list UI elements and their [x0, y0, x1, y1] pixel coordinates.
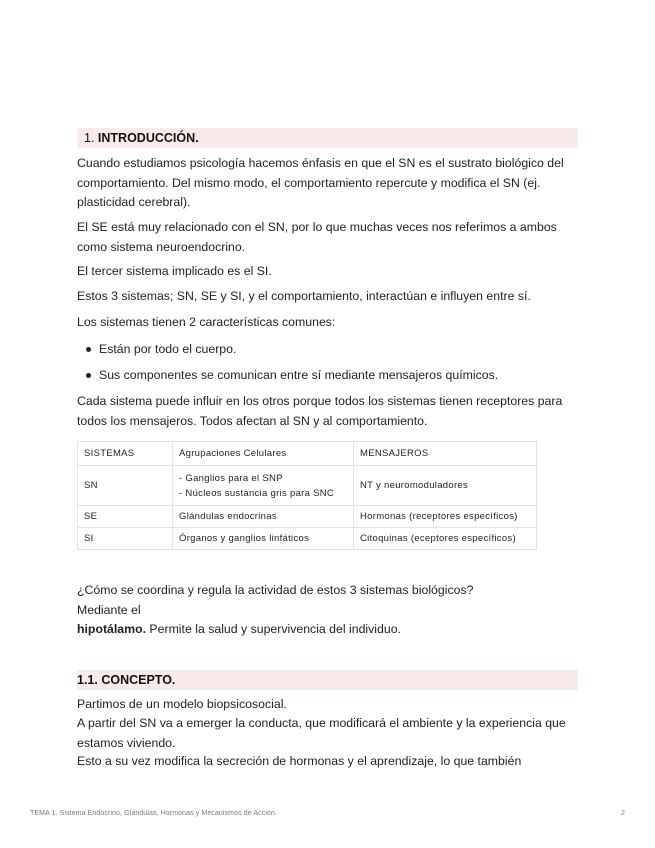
- bullet-list: [77, 340, 582, 385]
- list-item: Sus componentes se comunican entre sí mediante mensajeros químicos.: [77, 366, 582, 386]
- list-item: Están por todo el cuerpo.: [77, 340, 582, 360]
- paragraph-5: Los sistemas tienen 2 características comunes:: [77, 315, 336, 329]
- cell-agrupaciones: [173, 466, 354, 506]
- hipotalamo-rest: Permite la salud y supervivencia del individuo.: [146, 622, 401, 636]
- section-heading-introduccion: [77, 128, 578, 148]
- header-mensajeros: MENSAJEROS: [354, 442, 537, 466]
- cell-messengers: Citoquinas (eceptores específicos): [354, 528, 537, 550]
- cell-system: SN: [78, 466, 173, 506]
- table-row: [78, 506, 537, 528]
- section-number: 1.: [84, 131, 95, 145]
- paragraph-6: Cada sistema puede influir en los otros porque todos los sistemas tienen receptores para todos los mensajeros. Todos afectan al SN y al comportamiento.: [77, 394, 563, 428]
- systems-table: [77, 441, 537, 550]
- paragraph-3: El tercer sistema implicado es el SI.: [77, 264, 272, 278]
- paragraph-1: Cuando estudiamos psicología hacemos énfasis en que el SN es el sustrato biológico del comportamiento. Del mismo modo, el comportamiento repercute y modifica el SN (ej. plasticidad cerebral).: [77, 156, 564, 209]
- paragraph-2: El SE está muy relacionado con el SN, por lo que muchas veces nos referimos a ambos como sistema neuroendocrino.: [77, 220, 557, 254]
- table-row: [78, 528, 537, 550]
- table-row: [78, 466, 537, 506]
- question-line: ¿Cómo se coordina y regula la actividad de estos 3 sistemas biológicos?: [77, 583, 474, 597]
- concept-line-2: A partir del SN va a emerger la conducta, que modificará el ambiente y la experiencia que estamos viviendo.: [77, 716, 566, 750]
- cell-line: - Núcleos sustancia gris para SNC: [179, 487, 335, 499]
- cell-line: - Ganglios para el SNP: [179, 472, 283, 484]
- concept-line-1: Partimos de un modelo biopsicosocial.: [77, 697, 287, 711]
- mediante-line: Mediante el: [77, 603, 141, 617]
- header-sistemas: SISTEMAS: [78, 442, 173, 466]
- section-heading-concepto: [77, 670, 578, 690]
- cell-system: SE: [78, 506, 173, 528]
- cell-messengers: NT y neuromoduladores: [354, 466, 537, 506]
- header-agrupaciones: Agrupaciones Celulares: [173, 442, 354, 466]
- table-header-row: [78, 442, 537, 466]
- cell-system: SI: [78, 528, 173, 550]
- cell-messengers: Hormonas (receptores específicos): [354, 506, 537, 528]
- section-title: 1.1. CONCEPTO.: [77, 673, 176, 687]
- hipotalamo-term: hipotálamo.: [77, 622, 147, 636]
- section-title: INTRODUCCIÓN.: [97, 131, 199, 145]
- paragraph-4: Estos 3 sistemas; SN, SE y SI, y el comportamiento, interactúan e influyen entre sí.: [77, 289, 531, 303]
- page-footer: TEMA 1. Sistema Endocrino, Glándulas, Hormonas y Mecanismos de Acción.: [30, 810, 278, 817]
- hipotalamo-line: [77, 620, 582, 640]
- cell-agrupaciones: Glándulas endocrinas: [173, 506, 354, 528]
- concept-line-3: Esto a su vez modifica la secreción de hormonas y el aprendizaje, lo que también: [77, 754, 522, 768]
- cell-agrupaciones: Órganos y ganglios linfáticos: [173, 528, 354, 550]
- page-number: 2: [621, 810, 625, 817]
